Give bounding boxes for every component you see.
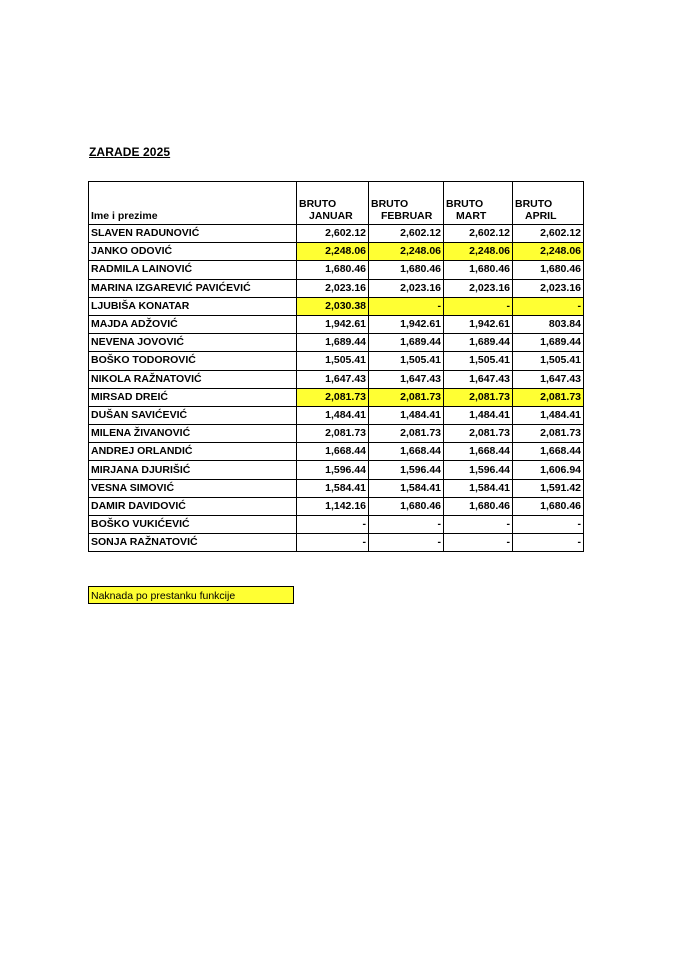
employee-name-cell: NEVENA JOVOVIĆ	[89, 334, 297, 352]
table-row	[89, 297, 584, 315]
employee-name-cell: LJUBIŠA KONATAR	[89, 297, 297, 315]
salary-cell: -	[444, 534, 513, 552]
salary-cell: 1,680.46	[297, 261, 369, 279]
salary-cell: 2,602.12	[297, 225, 369, 243]
employee-name-cell: RADMILA LAINOVIĆ	[89, 261, 297, 279]
employee-name-cell: MIRSAD DREIĆ	[89, 388, 297, 406]
salary-cell: 1,484.41	[369, 406, 444, 424]
salary-cell: 2,081.73	[444, 388, 513, 406]
salary-cell: 1,668.44	[297, 443, 369, 461]
column-header-april	[513, 182, 584, 225]
column-header-line1: BRUTO	[515, 198, 553, 210]
table-row	[89, 243, 584, 261]
salary-cell: 2,248.06	[444, 243, 513, 261]
column-header-line1: BRUTO	[446, 198, 484, 210]
table-row	[89, 352, 584, 370]
employee-name-cell: MARINA IZGAREVIĆ PAVIĆEVIĆ	[89, 279, 297, 297]
salary-cell: 1,484.41	[444, 406, 513, 424]
table-row	[89, 516, 584, 534]
salary-cell: 1,584.41	[444, 479, 513, 497]
salary-cell: 1,647.43	[297, 370, 369, 388]
column-header-mart	[444, 182, 513, 225]
salary-cell: 2,081.73	[513, 388, 584, 406]
employee-name-cell: MIRJANA DJURIŠIĆ	[89, 461, 297, 479]
salary-cell: 1,484.41	[297, 406, 369, 424]
salary-cell: 1,142.16	[297, 497, 369, 515]
table-row	[89, 370, 584, 388]
salary-cell: 1,591.42	[513, 479, 584, 497]
salary-cell: 2,602.12	[513, 225, 584, 243]
salary-cell: 1,647.43	[444, 370, 513, 388]
employee-name-cell: SONJA RAŽNATOVIĆ	[89, 534, 297, 552]
salary-cell: -	[369, 297, 444, 315]
employee-name-cell: BOŠKO VUKIĆEVIĆ	[89, 516, 297, 534]
salary-cell: 1,680.46	[444, 261, 513, 279]
salary-cell: 1,596.44	[369, 461, 444, 479]
table-row	[89, 461, 584, 479]
salary-cell: 2,081.73	[369, 388, 444, 406]
salary-cell: 1,596.44	[297, 461, 369, 479]
salary-cell: 1,942.61	[297, 315, 369, 333]
salary-cell: 1,668.44	[369, 443, 444, 461]
salary-cell: 1,668.44	[513, 443, 584, 461]
salary-cell: 1,606.94	[513, 461, 584, 479]
employee-name-cell: ANDREJ ORLANDIĆ	[89, 443, 297, 461]
employee-name-cell: MAJDA ADŽOVIĆ	[89, 315, 297, 333]
salary-cell: 1,647.43	[513, 370, 584, 388]
table-row	[89, 334, 584, 352]
table-row	[89, 534, 584, 552]
salary-cell: 2,081.73	[297, 425, 369, 443]
salary-cell: 1,596.44	[444, 461, 513, 479]
column-header-line1: BRUTO	[371, 198, 409, 210]
salary-cell: 1,689.44	[513, 334, 584, 352]
salary-cell: -	[444, 297, 513, 315]
salary-cell: 1,680.46	[369, 261, 444, 279]
salary-cell: 2,081.73	[513, 425, 584, 443]
salary-cell: 1,505.41	[369, 352, 444, 370]
salary-cell: 2,248.06	[297, 243, 369, 261]
salary-table	[88, 181, 584, 552]
salary-cell: 2,081.73	[369, 425, 444, 443]
salary-cell: -	[369, 516, 444, 534]
salary-cell: 1,680.46	[369, 497, 444, 515]
salary-cell: 2,602.12	[369, 225, 444, 243]
employee-name-cell: SLAVEN RADUNOVIĆ	[89, 225, 297, 243]
table-row	[89, 225, 584, 243]
salary-cell: -	[369, 534, 444, 552]
salary-cell: 1,680.46	[444, 497, 513, 515]
column-header-februar	[369, 182, 444, 225]
salary-cell: 1,942.61	[369, 315, 444, 333]
column-header-line2: FEBRUAR	[381, 210, 433, 222]
salary-cell: 2,248.06	[513, 243, 584, 261]
salary-cell: 1,505.41	[513, 352, 584, 370]
column-header-line2: JANUAR	[309, 210, 353, 222]
column-header-line1: BRUTO	[299, 198, 337, 210]
salary-cell: 1,647.43	[369, 370, 444, 388]
employee-name-cell: DAMIR DAVIDOVIĆ	[89, 497, 297, 515]
salary-cell: 1,505.41	[297, 352, 369, 370]
table-row	[89, 479, 584, 497]
salary-cell: 1,942.61	[444, 315, 513, 333]
salary-cell: 1,505.41	[444, 352, 513, 370]
salary-cell: 2,023.16	[444, 279, 513, 297]
salary-cell: 2,081.73	[297, 388, 369, 406]
table-row	[89, 261, 584, 279]
employee-name-cell: DUŠAN SAVIĆEVIĆ	[89, 406, 297, 424]
table-row	[89, 279, 584, 297]
salary-cell: -	[513, 534, 584, 552]
column-header-line2: APRIL	[525, 210, 557, 222]
salary-cell: 1,584.41	[369, 479, 444, 497]
table-header-row	[89, 182, 584, 225]
table-row	[89, 443, 584, 461]
salary-cell: 1,584.41	[297, 479, 369, 497]
salary-cell: 2,023.16	[297, 279, 369, 297]
salary-cell: -	[513, 516, 584, 534]
salary-cell: 2,030.38	[297, 297, 369, 315]
salary-cell: 2,081.73	[444, 425, 513, 443]
page-title: ZARADE 2025	[89, 145, 171, 159]
salary-cell: 1,484.41	[513, 406, 584, 424]
table-body	[89, 225, 584, 552]
table-row	[89, 406, 584, 424]
employee-name-cell: BOŠKO TODOROVIĆ	[89, 352, 297, 370]
employee-name-cell: VESNA SIMOVIĆ	[89, 479, 297, 497]
salary-cell: 803.84	[513, 315, 584, 333]
salary-cell: 2,248.06	[369, 243, 444, 261]
salary-cell: 2,602.12	[444, 225, 513, 243]
column-header-line2: MART	[456, 210, 487, 222]
salary-cell: 1,689.44	[369, 334, 444, 352]
salary-cell: 1,668.44	[444, 443, 513, 461]
salary-cell: -	[444, 516, 513, 534]
table-row	[89, 497, 584, 515]
salary-cell: 1,680.46	[513, 261, 584, 279]
employee-name-cell: JANKO ODOVIĆ	[89, 243, 297, 261]
column-header-januar	[297, 182, 369, 225]
employee-name-cell: MILENA ŽIVANOVIĆ	[89, 425, 297, 443]
salary-cell: -	[297, 534, 369, 552]
salary-cell: 1,689.44	[297, 334, 369, 352]
table-row	[89, 315, 584, 333]
salary-cell: 2,023.16	[369, 279, 444, 297]
salary-cell: -	[513, 297, 584, 315]
table-row	[89, 388, 584, 406]
column-header-name: Ime i prezime	[89, 182, 297, 225]
legend-box: Naknada po prestanku funkcije	[88, 586, 294, 604]
salary-cell: -	[297, 516, 369, 534]
salary-cell: 2,023.16	[513, 279, 584, 297]
salary-cell: 1,689.44	[444, 334, 513, 352]
table-row	[89, 425, 584, 443]
employee-name-cell: NIKOLA RAŽNATOVIĆ	[89, 370, 297, 388]
salary-cell: 1,680.46	[513, 497, 584, 515]
